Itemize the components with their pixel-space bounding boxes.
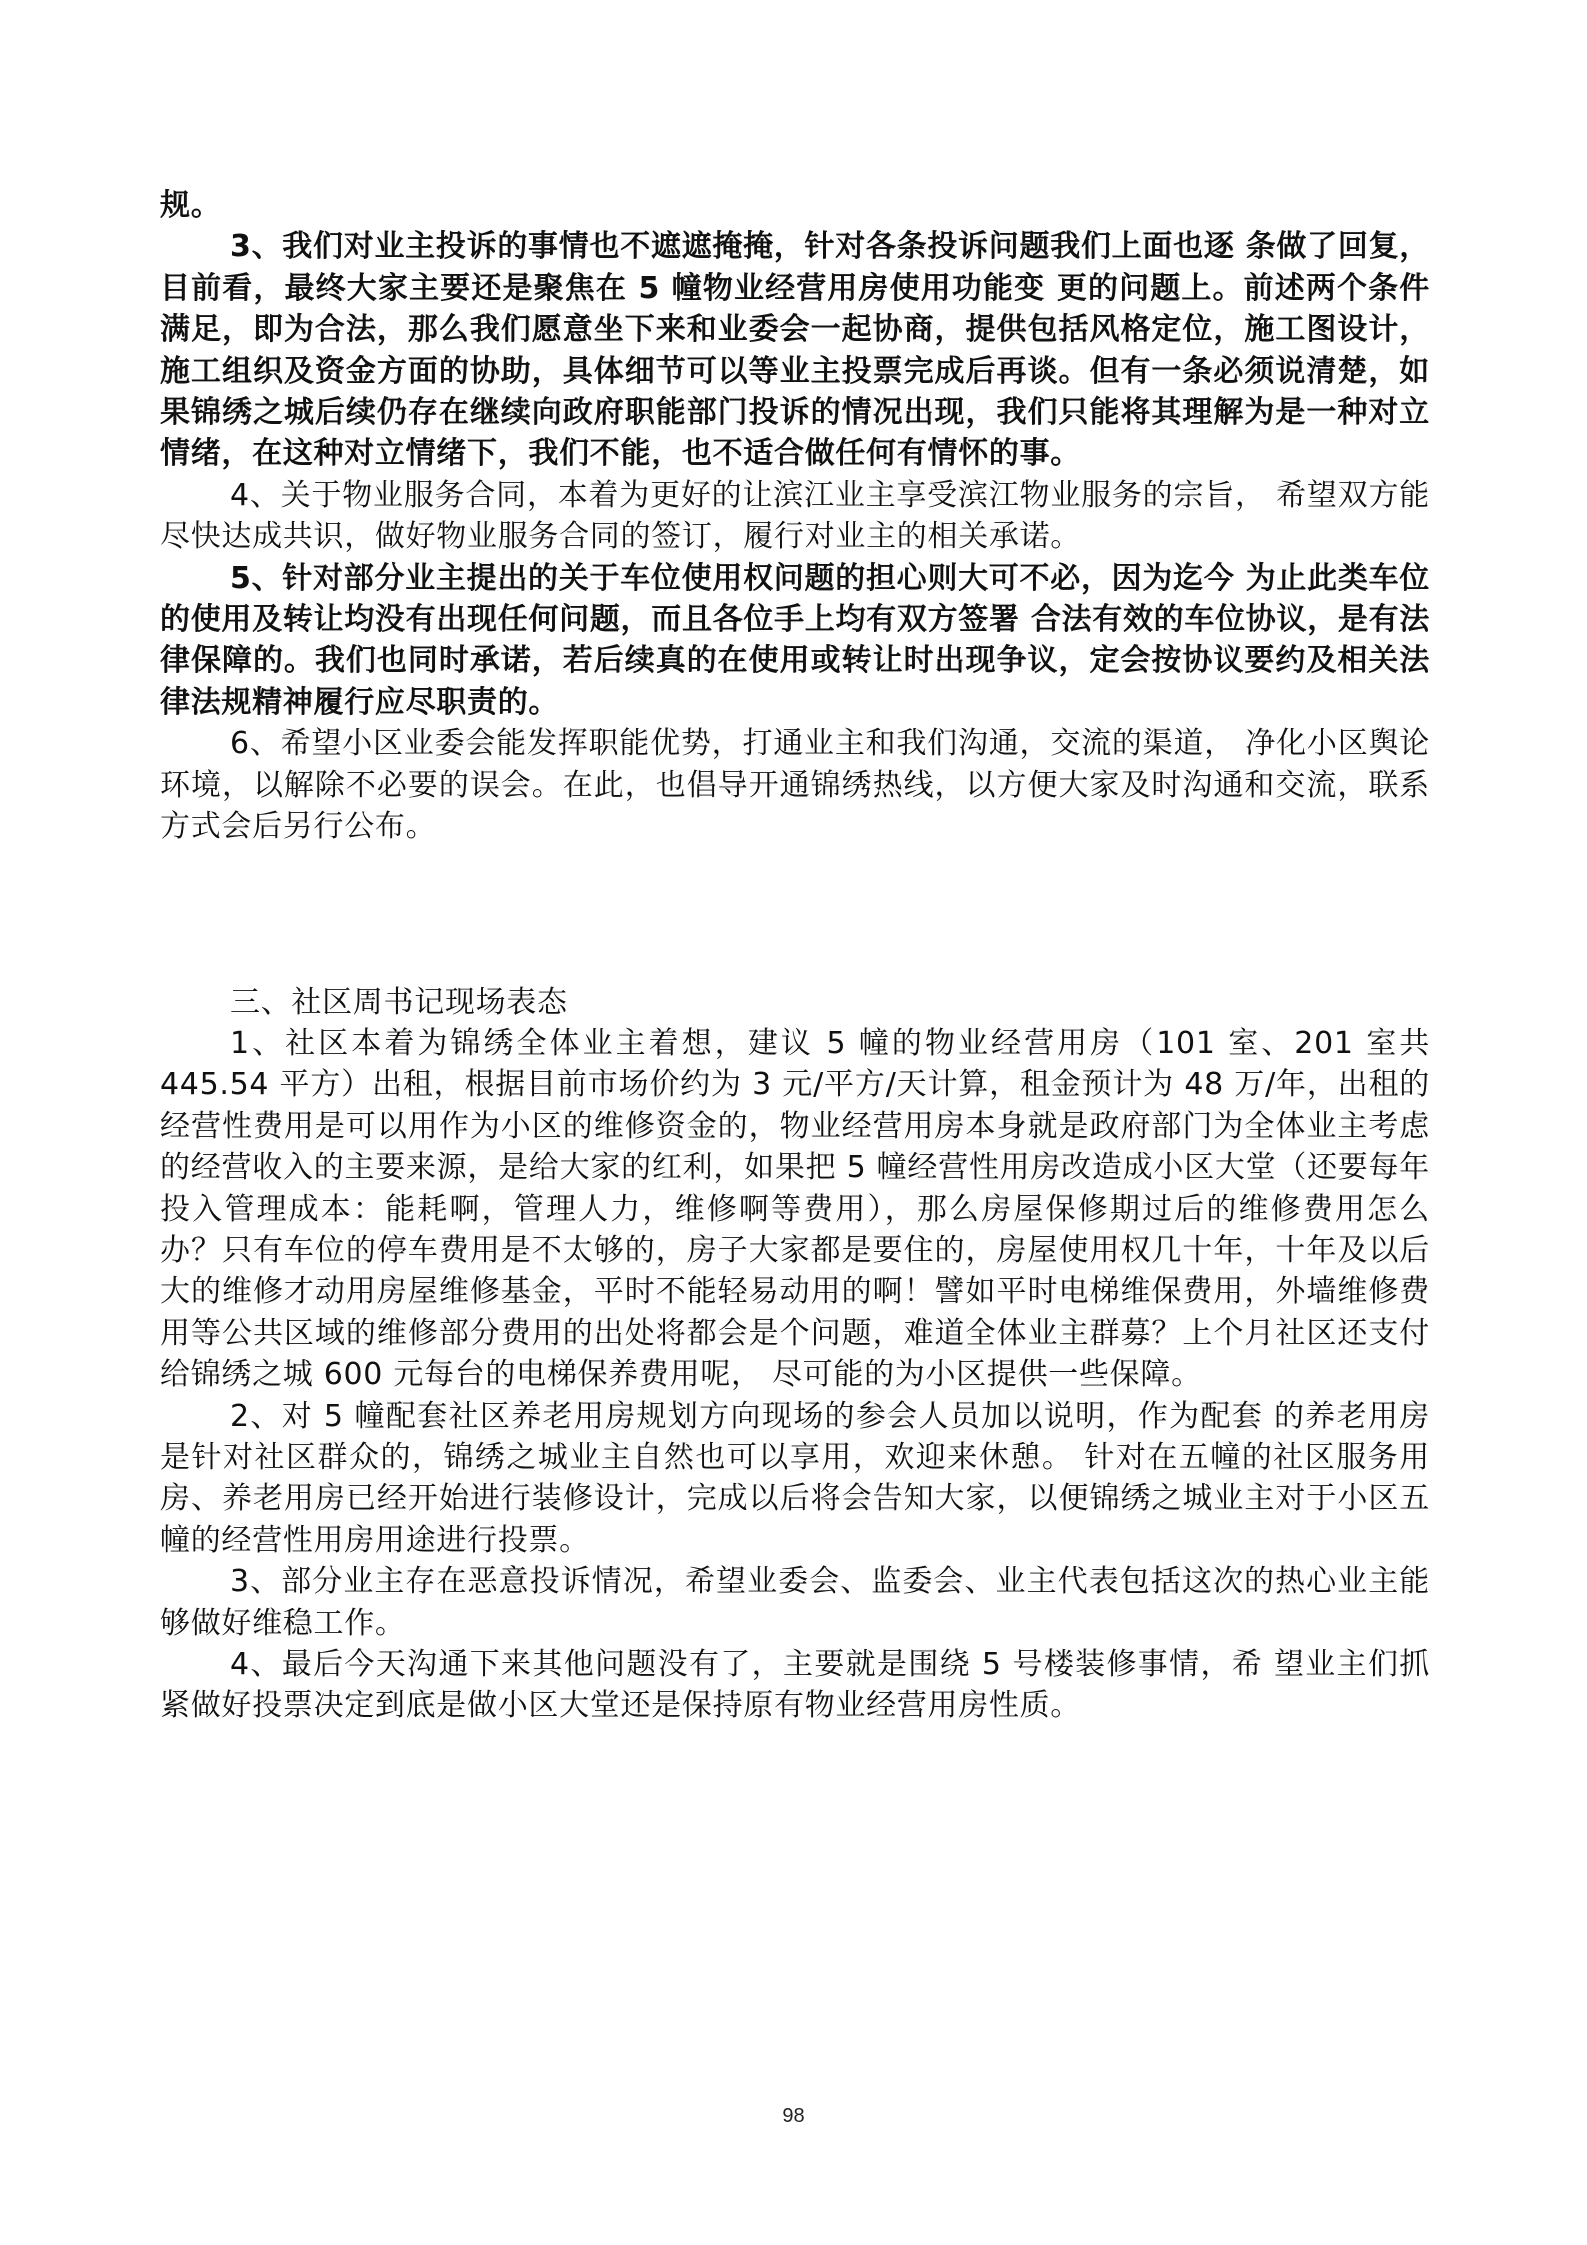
document-body [160,185,1430,1727]
paragraph-continuation: 规。 [160,188,222,223]
paragraph-item-5: 5、针对部分业主提出的关于车位使用权问题的担心则大可不必，因为迄今 为止此类车位的使用及转让均没有出现任何问题，而且各位手上均有双方签署 合法有效的车位协议，是有法律保障的。我们也同时承诺，若后续真的在使用或转让时出现争议，定会按协议要约及相关法律法规精神履行应尽职责的。 [160,560,1430,720]
paragraph-section-item-3: 3、部分业主存在恶意投诉情况，希望业委会、监委会、业主代表包括这次的热心业主能够做好维稳工作。 [160,1564,1430,1641]
paragraph-item-3: 3、我们对业主投诉的事情也不遮遮掩掩，针对各条投诉问题我们上面也逐 条做了回复，目前看，最终大家主要还是聚焦在 5 幢物业经营用房使用功能变 更的问题上。前述两个条件满足，即为合法，那么我们愿意坐下来和业委会一起协商，提供包括风格定位，施工图设计，施工组织及资金方面的协助，具体细节可以等业主投票完成后再谈。但有一条必须说清楚，如果锦绣之城后续仍存在继续向政府职能部门投诉的情况出现，我们只能将其理解为是一种对立情绪，在这种对立情绪下，我们不能，也不适合做任何有情怀的事。 [160,229,1430,472]
paragraph-section-item-2: 2、对 5 幢配套社区养老用房规划方向现场的参会人员加以说明，作为配套 的养老用房是针对社区群众的，锦绣之城业主自然也可以享用，欢迎来休憩。 针对在五幢的社区服务用房、养老用房已经开始进行装修设计，完成以后将会告知大家，以便锦绣之城业主对于小区五幢的经营性用房用途进行投票。 [160,1398,1430,1558]
page-number: 98 [782,2105,805,2127]
paragraph-item-6: 6、希望小区业委会能发挥职能优势，打通业主和我们沟通，交流的渠道， 净化小区舆论环境，以解除不必要的误会。在此，也倡导开通锦绣热线，以方便大家及时沟通和交流，联系方式会后另行公布。 [160,726,1430,845]
paragraph-section-item-1: 1、社区本着为锦绣全体业主着想，建议 5 幢的物业经营用房（101 室、201 室共 445.54 平方）出租，根据目前市场价约为 3 元/平方/天计算，租金预计为 48 万/年，出租的经营性费用是可以用作为小区的维修资金的，物业经营用房本身就是政府部门为全体业主考虑的经营收入的主要来源，是给大家的红利，如果把 5 幢经营性用房改造成小区大堂（还要每年投入管理成本：能耗啊，管理人力，维修啊等费用），那么房屋保修期过后的维修费用怎么办？只有车位的停车费用是不太够的，房子大家都是要住的，房屋使用权几十年，十年及以后大的维修才动用房屋维修基金，平时不能轻易动用的啊！譬如平时电梯维保费用，外墙维修费用等公共区域的维修部分费用的出处将都会是个问题，难道全体业主群募？上个月社区还支付给锦绣之城 600 元每台的电梯保养费用呢， 尽可能的为小区提供一些保障。 [160,1025,1430,1393]
paragraph-item-4: 4、关于物业服务合同，本着为更好的让滨江业主享受滨江物业服务的宗旨， 希望双方能尽快达成共识，做好物业服务合同的签订，履行对业主的相关承诺。 [160,477,1430,555]
section-spacer [160,848,1430,982]
section-heading: 三、社区周书记现场表态 [230,984,568,1020]
paragraph-section-item-4: 4、最后今天沟通下来其他问题没有了，主要就是围绕 5 号楼装修事情，希 望业主们抓紧做好投票决定到底是做小区大堂还是保持原有物业经营用房性质。 [160,1647,1430,1724]
